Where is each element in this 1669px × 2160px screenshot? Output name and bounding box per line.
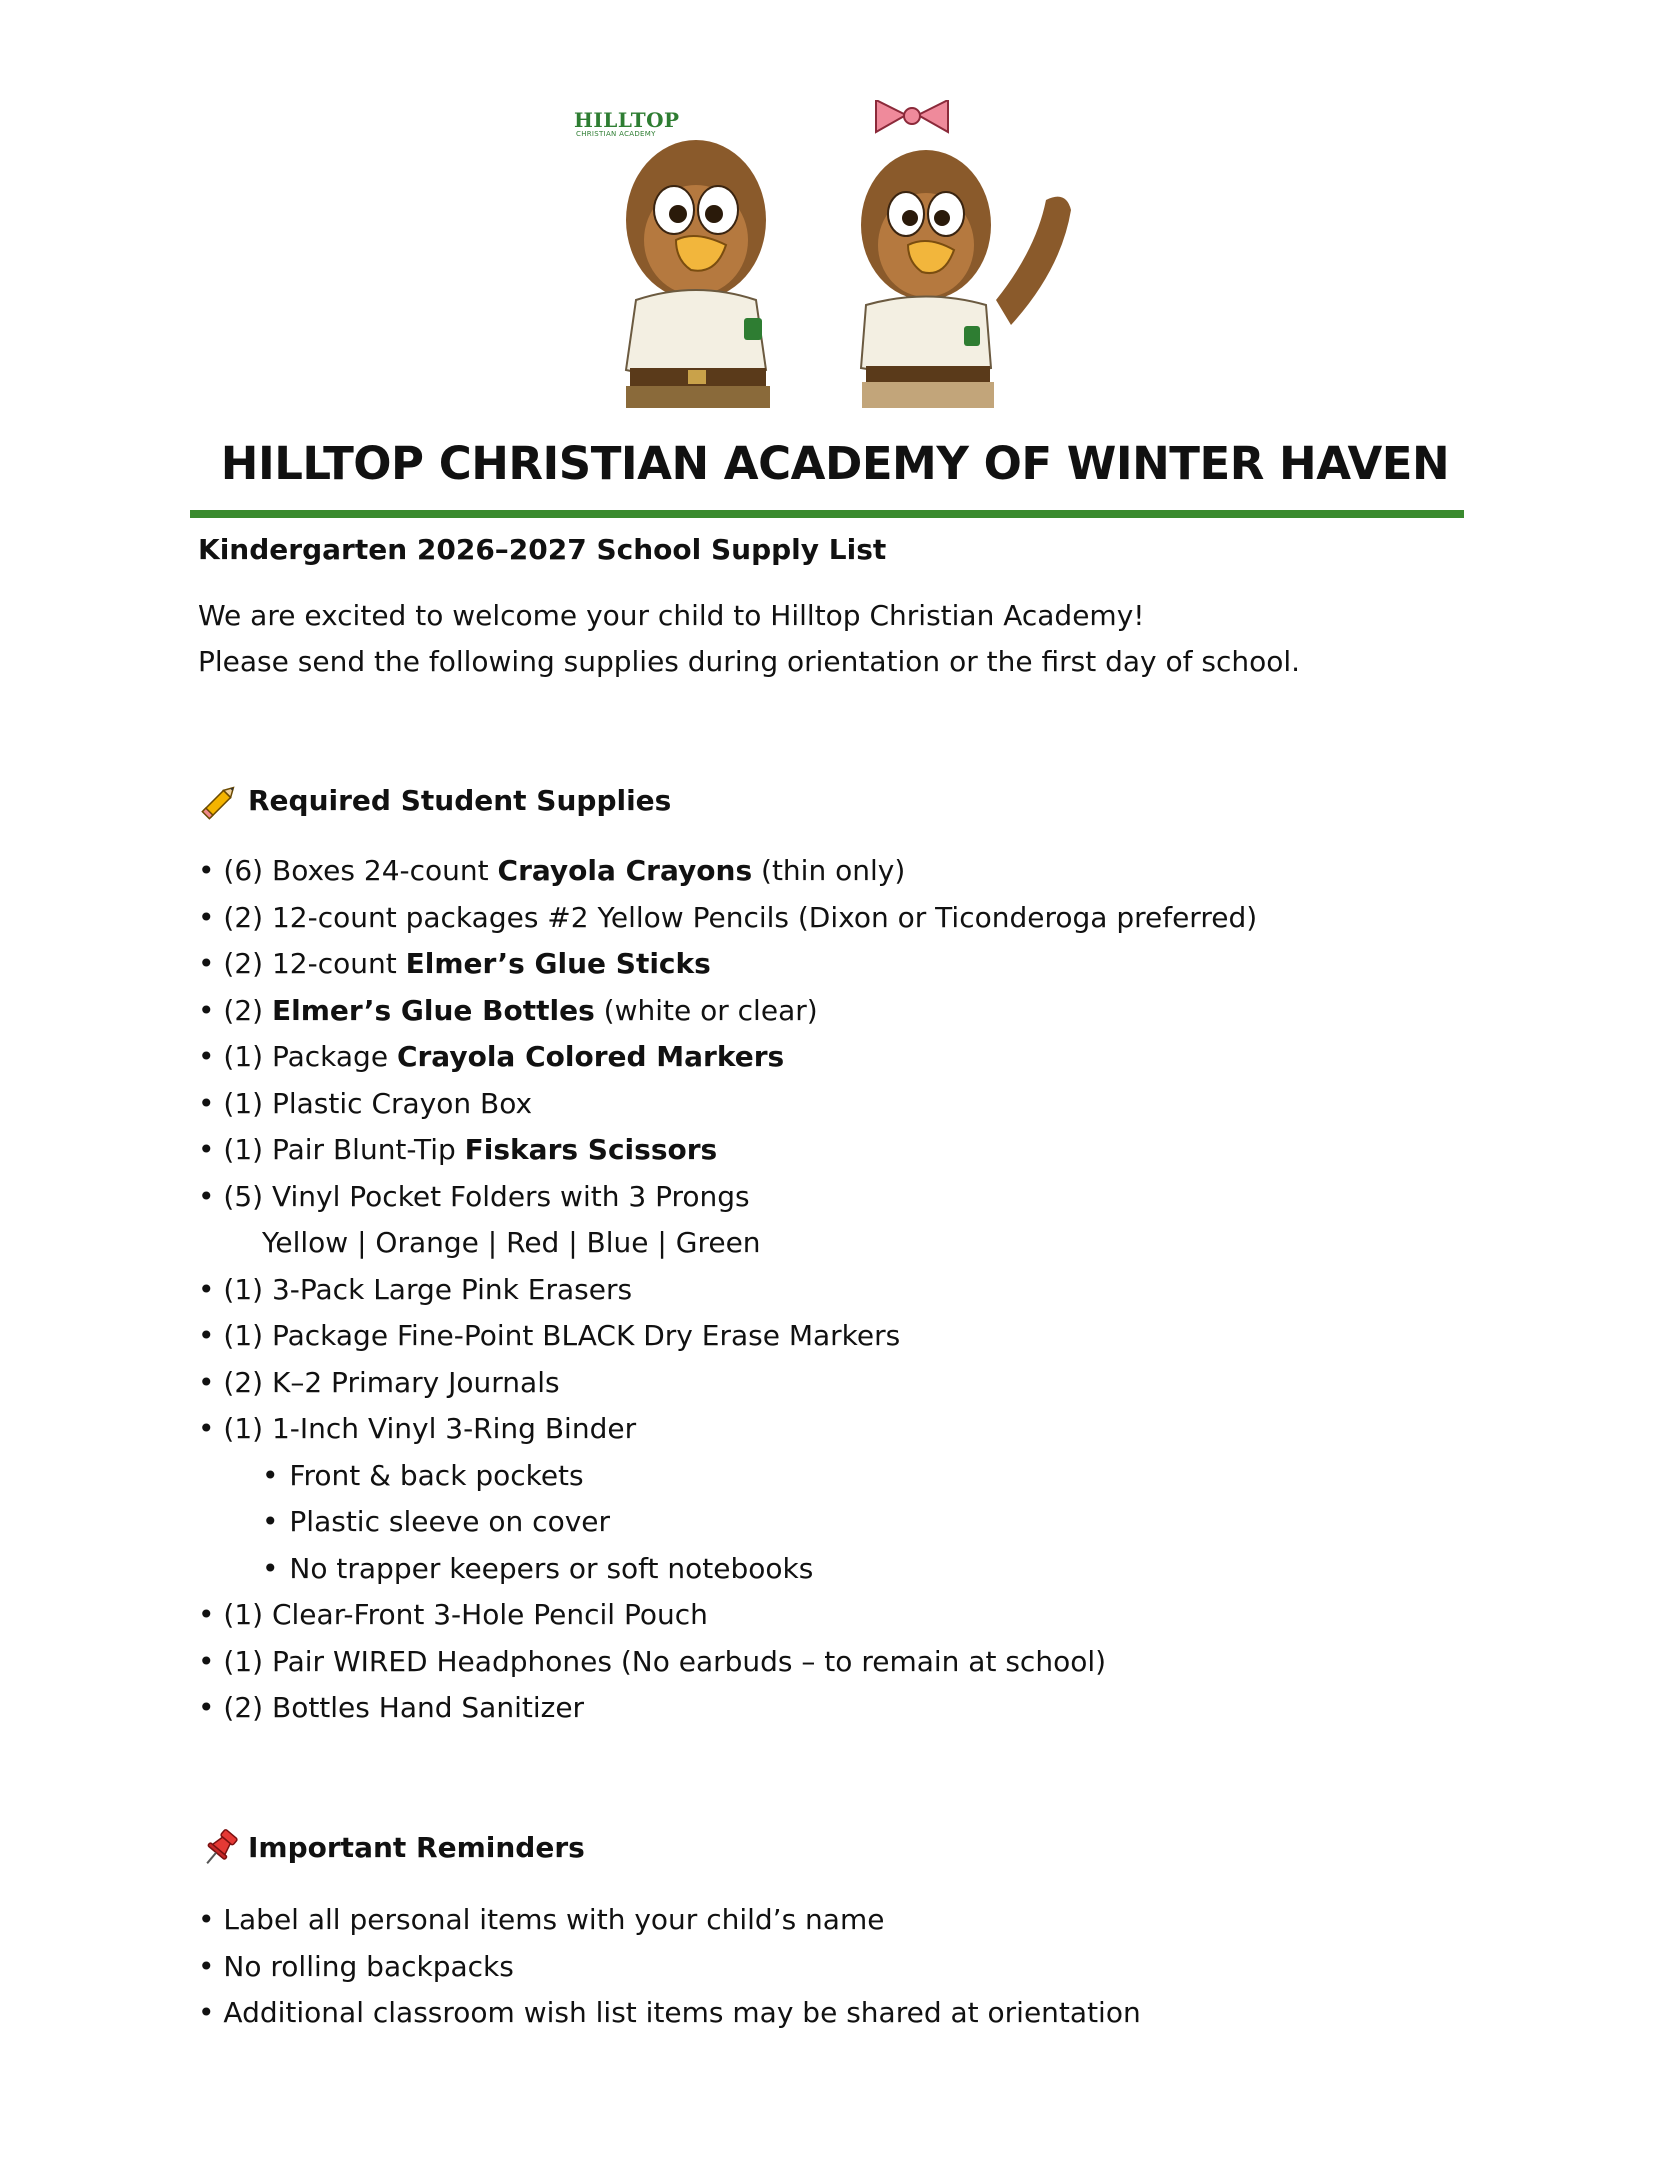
- supply-item: [198, 1174, 1257, 1221]
- supply-item-bullet: •: [198, 993, 215, 1027]
- reminders-heading: [198, 1826, 585, 1870]
- supply-subitem: [198, 1499, 1257, 1546]
- supply-item-pre: Front & back pockets: [280, 1458, 584, 1492]
- supply-item: [198, 1081, 1257, 1128]
- supply-item: [198, 988, 1257, 1035]
- supply-item-pre: (1) Clear-Front 3-Hole Pencil Pouch: [214, 1598, 708, 1631]
- supply-item-bullet: •: [198, 900, 215, 934]
- supply-item-pre: (2) 12-count packages #2 Yellow Pencils (Dixon or Ticonderoga preferred): [214, 900, 1258, 934]
- mascots-image: [566, 100, 1106, 408]
- supply-subitem: [198, 1220, 1257, 1267]
- supply-item-bullet: •: [198, 1179, 215, 1213]
- supply-item-bullet: •: [198, 947, 215, 980]
- supply-item-bold: Crayola Crayons: [497, 854, 753, 887]
- required-supplies-heading: [198, 779, 671, 823]
- supply-item-bullet: •: [198, 1412, 215, 1445]
- supply-item-bullet: •: [262, 1458, 279, 1492]
- supply-item-pre: (2) 12-count: [214, 947, 406, 980]
- school-title: HILLTOP CHRISTIAN ACADEMY OF WINTER HAVEN: [220, 437, 1450, 490]
- supply-item: [198, 1360, 1257, 1407]
- supply-item-bold: Crayola Colored Markers: [396, 1040, 785, 1073]
- supply-item-pre: (6) Boxes 24-count: [214, 854, 498, 887]
- required-supplies-heading-text: Required Student Supplies: [248, 784, 672, 817]
- supply-item-pre: Yellow | Orange | Red | Blue | Green: [262, 1226, 761, 1259]
- supply-item: [198, 941, 1257, 988]
- girl-mascot: [861, 100, 1071, 408]
- intro-paragraph: [198, 593, 1300, 685]
- reminders-list: [198, 1897, 1141, 2037]
- pencil-icon: [198, 779, 242, 823]
- supply-item-pre: (1) Package: [214, 1040, 397, 1073]
- supply-item-bullet: •: [198, 1691, 215, 1724]
- supply-item-pre: (2) Bottles Hand Sanitizer: [214, 1691, 585, 1724]
- supply-item-post: (white or clear): [594, 993, 818, 1027]
- supply-item-bold: Elmer’s Glue Bottles: [271, 993, 595, 1027]
- supply-item: [198, 1267, 1257, 1314]
- supply-item: [198, 1592, 1257, 1639]
- supply-item: [198, 1313, 1257, 1360]
- supply-item-pre: (1) Pair Blunt-Tip: [214, 1133, 465, 1166]
- reminders-heading-text: Important Reminders: [248, 1831, 585, 1864]
- supply-item: [198, 1406, 1257, 1453]
- supply-item-pre: Plastic sleeve on cover: [280, 1505, 611, 1538]
- supply-item-bold: Fiskars Scissors: [464, 1133, 718, 1166]
- title-divider: [190, 510, 1464, 518]
- supply-item-bullet: •: [198, 1040, 215, 1073]
- supply-item: [198, 895, 1257, 942]
- supply-item: [198, 1034, 1257, 1081]
- reminder-item: • Label all personal items with your child’s name: [198, 1903, 885, 1936]
- supply-item-pre: (1) 3-Pack Large Pink Erasers: [214, 1272, 633, 1306]
- intro-line: Please send the following supplies during orientation or the first day of school.: [198, 645, 1301, 678]
- logo-subtitle: CHRISTIAN ACADEMY: [576, 130, 656, 138]
- supply-item-pre: (5) Vinyl Pocket Folders with 3 Prongs: [214, 1179, 750, 1213]
- supply-item-pre: (1) Package Fine-Point BLACK Dry Erase Markers: [214, 1319, 901, 1352]
- supply-item-pre: (1) 1-Inch Vinyl 3-Ring Binder: [214, 1412, 637, 1445]
- reminder-item: • Additional classroom wish list items may be shared at orientation: [198, 1996, 1141, 2029]
- supply-item-bullet: •: [198, 1644, 215, 1678]
- supply-item-bullet: •: [198, 854, 215, 887]
- supply-item: [198, 1639, 1257, 1686]
- supply-item: [198, 1685, 1257, 1732]
- mascot-illustration: [566, 100, 1106, 408]
- intro-line: We are excited to welcome your child to Hilltop Christian Academy!: [198, 599, 1145, 632]
- document-subtitle: Kindergarten 2026–2027 School Supply List: [198, 533, 887, 566]
- logo-wordmark: HILLTOP: [574, 108, 680, 132]
- supply-item: [198, 848, 1257, 895]
- required-supplies-list: [198, 848, 1257, 1732]
- supply-item-bullet: •: [262, 1505, 279, 1538]
- supply-item-bullet: •: [198, 1365, 215, 1399]
- supply-subitem: [198, 1546, 1257, 1593]
- boy-mascot: [626, 140, 770, 408]
- reminder-item: • No rolling backpacks: [198, 1949, 514, 1983]
- supply-item-bullet: •: [198, 1133, 215, 1166]
- pushpin-icon: [198, 1826, 242, 1870]
- supply-item-bullet: •: [198, 1598, 215, 1631]
- supply-item: [198, 1127, 1257, 1174]
- supply-item-pre: (1) Plastic Crayon Box: [214, 1086, 533, 1120]
- supply-item-bullet: •: [198, 1086, 215, 1120]
- supply-item-pre: (2): [214, 993, 272, 1027]
- supply-item-pre: (1) Pair WIRED Headphones (No earbuds – to remain at school): [214, 1644, 1107, 1678]
- supply-item-bullet: •: [198, 1272, 215, 1306]
- supply-item-bold: Elmer’s Glue Sticks: [405, 947, 711, 980]
- supply-item-bullet: •: [198, 1319, 215, 1352]
- supply-item-pre: (2) K–2 Primary Journals: [214, 1365, 560, 1399]
- supply-subitem: [198, 1453, 1257, 1500]
- supply-item-pre: No trapper keepers or soft notebooks: [280, 1551, 814, 1585]
- supply-item-bullet: •: [262, 1551, 279, 1585]
- supply-item-post: (thin only): [752, 854, 906, 887]
